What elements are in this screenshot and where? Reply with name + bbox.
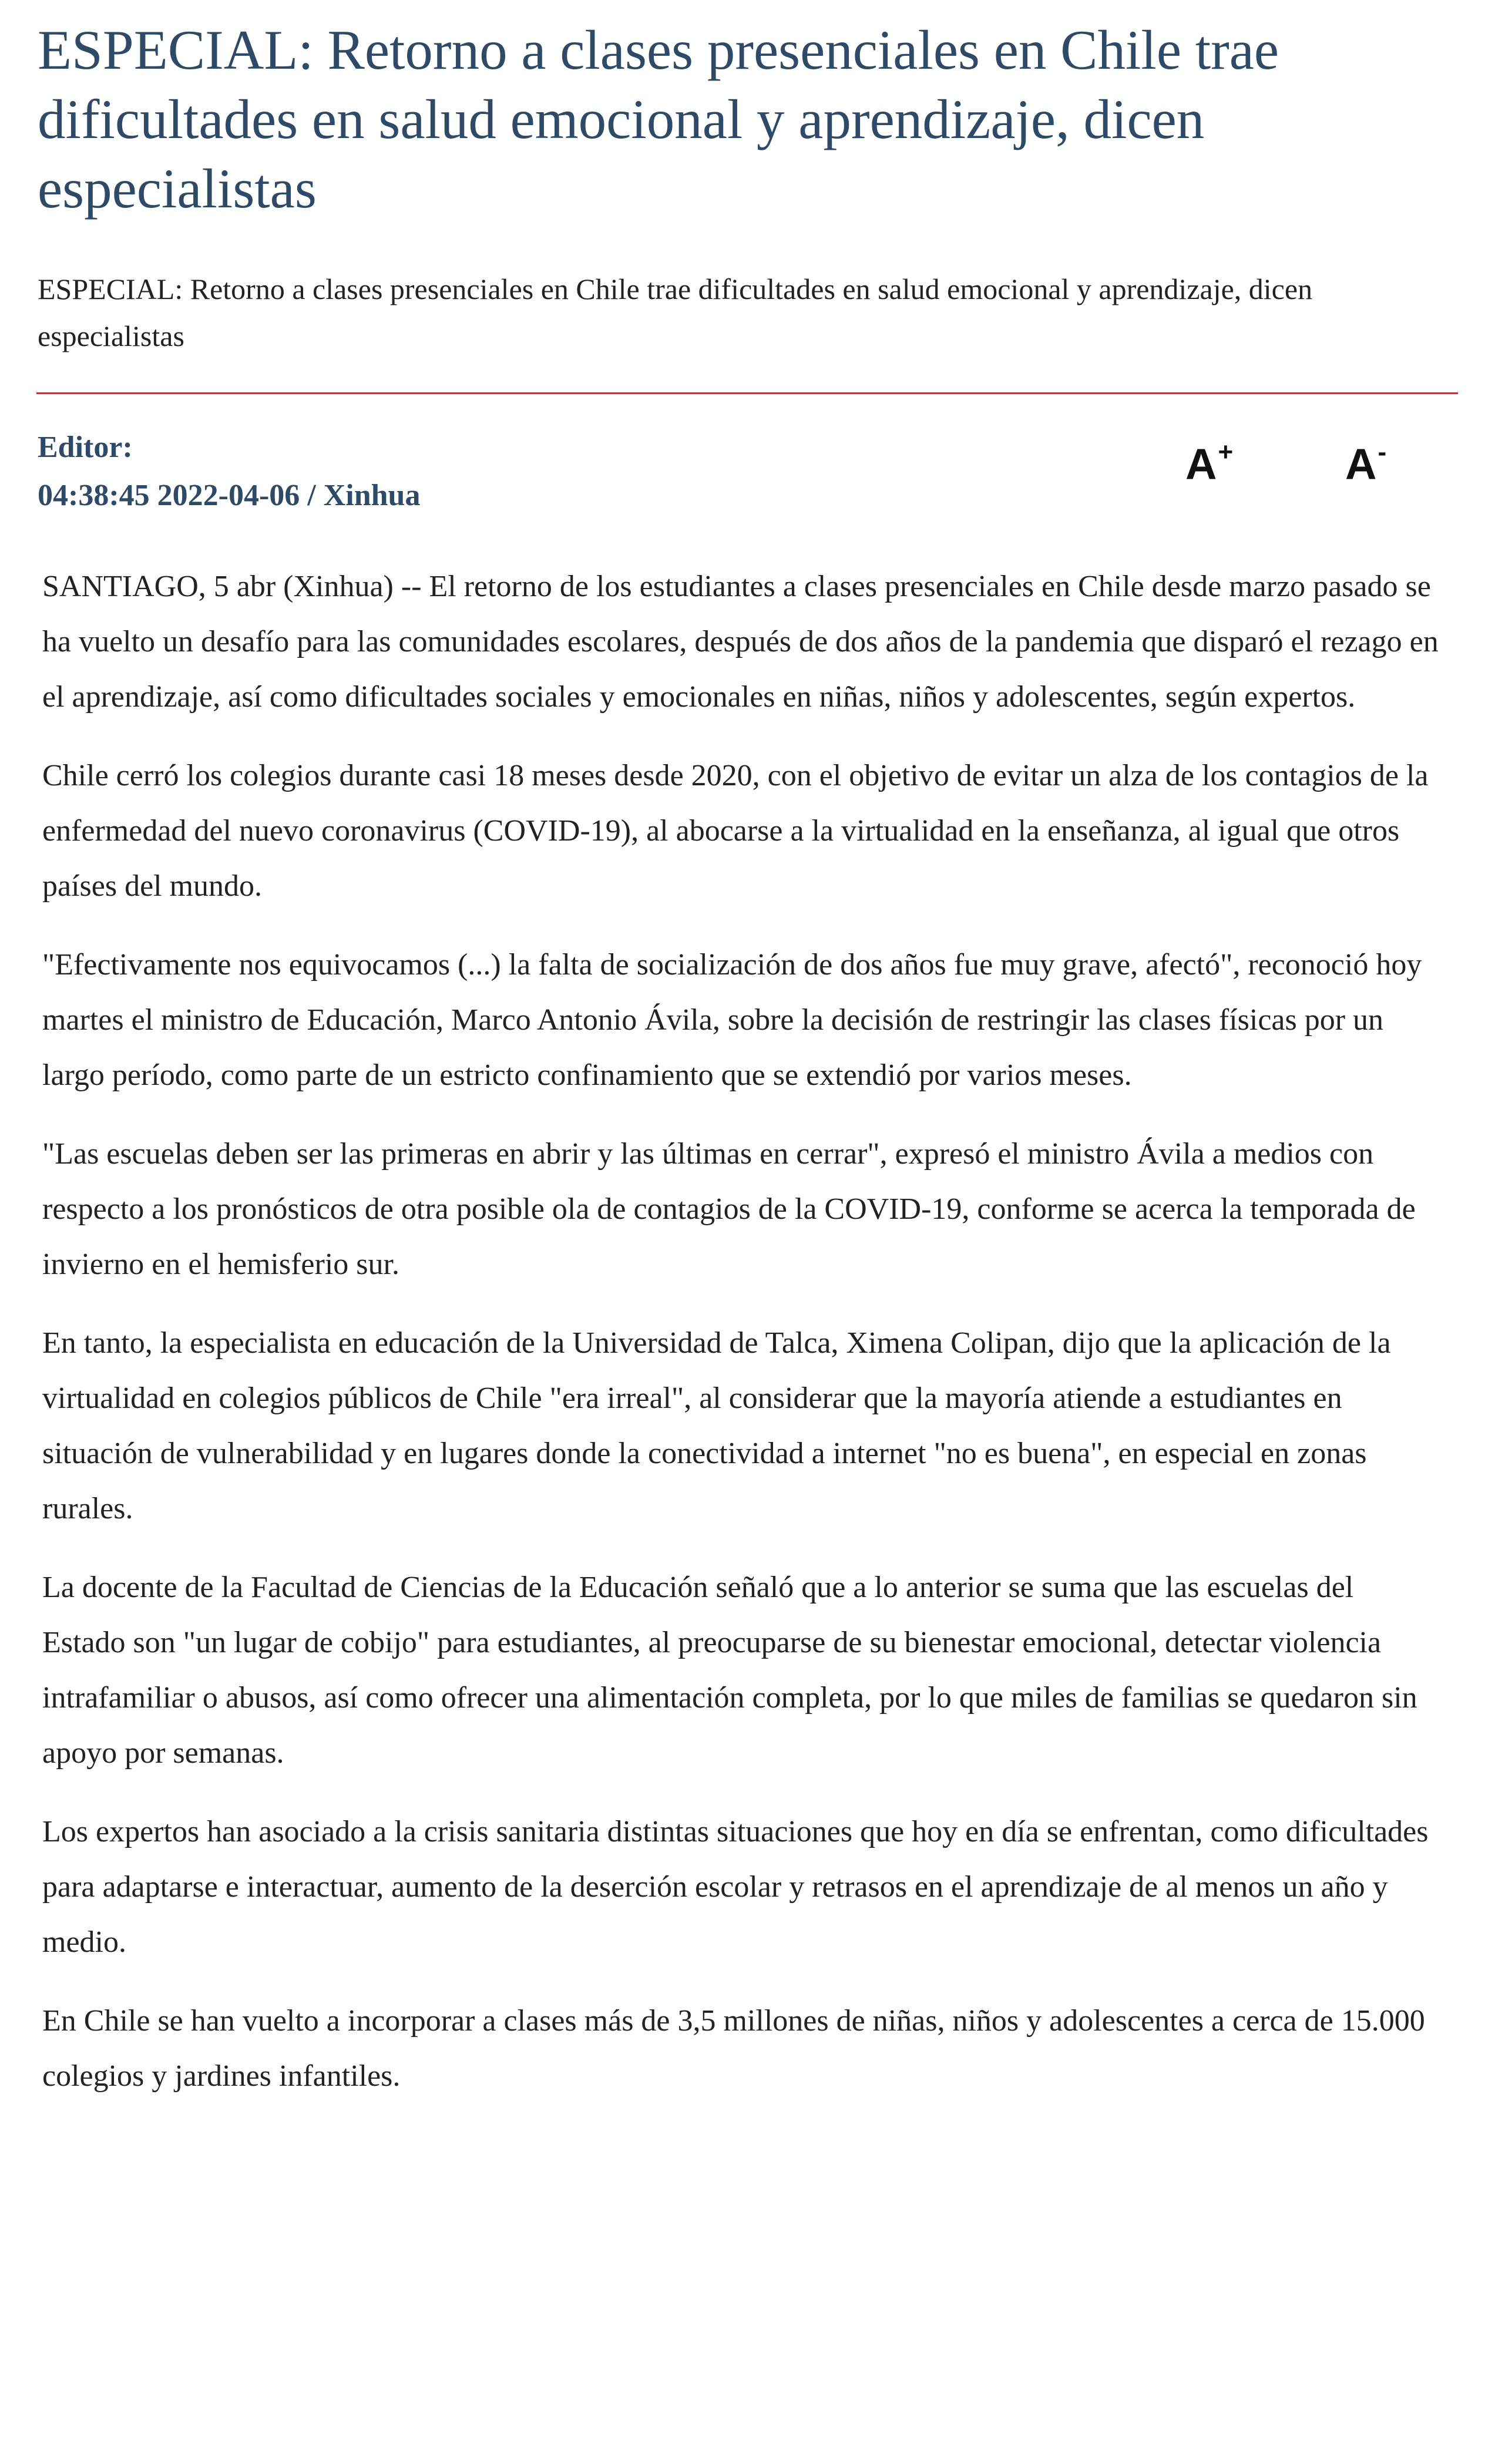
plus-icon: + (1218, 438, 1234, 466)
minus-icon: - (1378, 438, 1387, 466)
decrease-font-label: A (1345, 439, 1377, 489)
article-body (42, 559, 1440, 2127)
article-paragraph: En tanto, la especialista en educación de la Universidad de Talca, Ximena Colipan, dijo que la aplicación de la virtualidad en colegios públicos de Chile "era irreal", al considerar que la mayoría atiende a estudiantes en situación de vulnerabilidad y en lugares donde la conectividad a internet "no es buena", en especial en zonas rurales. (42, 1326, 1391, 1525)
editor-label: Editor: (38, 431, 133, 464)
font-size-controls (1175, 422, 1422, 489)
article-paragraph: SANTIAGO, 5 abr (Xinhua) -- El retorno de los estudiantes a clases presenciales en Chile desde marzo pasado se ha vuelto un desafío para las comunidades escolares, después de dos años de la pandemia que disparó el rezago en el aprendizaje, así como dificultades sociales y emocionales en niñas, niños y adolescentes, según expertos. (42, 570, 1439, 714)
article-subtitle: ESPECIAL: Retorno a clases presenciales en Chile trae dificultades en salud emocional y aprendizaje, dicen especialistas (38, 273, 1313, 352)
article-paragraph: "Efectivamente nos equivocamos (...) la falta de socialización de dos años fue muy grave, afectó", reconoció hoy martes el ministro de Educación, Marco Antonio Ávila, sobre la decisión de restringir las clases físicas por un largo período, como parte de un estricto confinamiento que se extendió por varios meses. (42, 948, 1422, 1092)
article-paragraph: Chile cerró los colegios durante casi 18 meses desde 2020, con el objetivo de evitar un alza de los contagios de la enfermedad del nuevo coronavirus (COVID-19), al abocarse a la virtualidad en la enseñanza, al igual que otros países del mundo. (42, 759, 1429, 903)
article-headline: ESPECIAL: Retorno a clases presenciales en Chile trae dificultades en salud emocional y aprendizaje, dicen especialistas (38, 19, 1279, 220)
increase-font-button[interactable] (1185, 432, 1233, 488)
article-paragraph: La docente de la Facultad de Ciencias de la Educación señaló que a lo anterior se suma que las escuelas del Estado son "un lugar de cobijo" para estudiantes, al preocuparse de su bienestar emocional, detectar violencia intrafamiliar o abusos, así como ofrecer una alimentación completa, por lo que miles de familias se quedaron sin apoyo por semanas. (42, 1571, 1417, 1770)
increase-font-label: A (1185, 439, 1217, 489)
article-paragraph: En Chile se han vuelto a incorporar a clases más de 3,5 millones de niñas, niños y adolescentes a cerca de 15.000 colegios y jardines infantiles. (42, 2004, 1425, 2093)
article-meta (38, 430, 420, 513)
article-paragraph: Los expertos han asociado a la crisis sanitaria distintas situaciones que hoy en día se enfrentan, como dificultades para adaptarse e interactuar, aumento de la deserción escolar y retrasos en el aprendizaje de al menos un año y medio. (42, 1815, 1429, 1959)
article-dateline: 04:38:45 2022-04-06 / Xinhua (38, 479, 421, 512)
article-paragraph: "Las escuelas deben ser las primeras en abrir y las últimas en cerrar", expresó el ministro Ávila a medios con respecto a los pronósticos de otra posible ola de contagios de la COVID-19, conforme se acerca la temporada de invierno en el hemisferio sur. (42, 1137, 1416, 1281)
header-divider (36, 392, 1458, 394)
decrease-font-button[interactable] (1345, 432, 1386, 488)
